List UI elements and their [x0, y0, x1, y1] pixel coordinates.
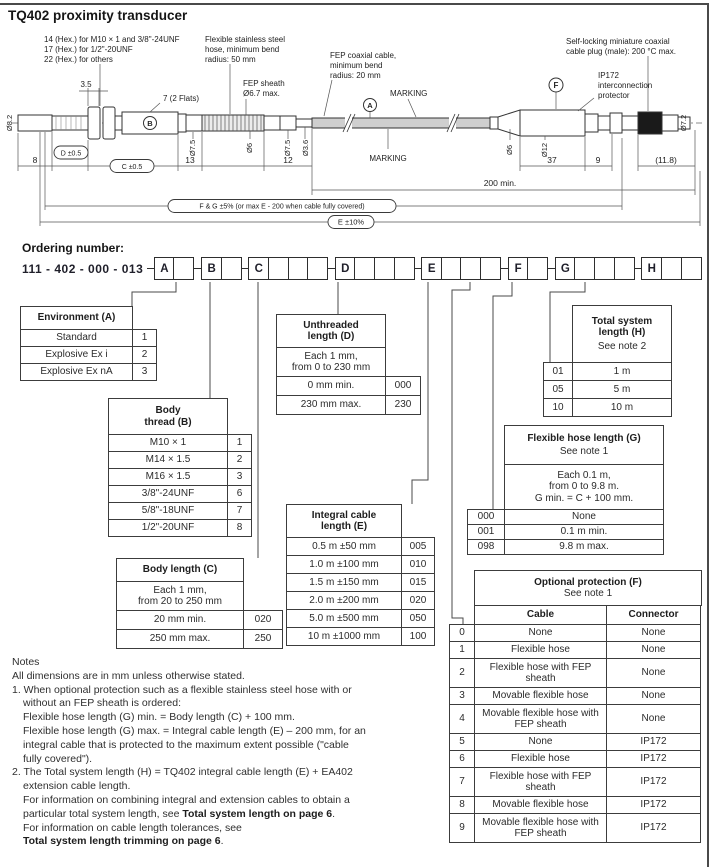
table-row	[467, 509, 664, 525]
code-box	[460, 257, 481, 280]
balloon-F: F	[553, 81, 559, 90]
dia-body: Ø12	[540, 142, 549, 158]
table-row	[108, 468, 252, 486]
cell-code: 05	[543, 380, 573, 399]
cell-code: 000	[467, 509, 505, 525]
dia-collar3: Ø6	[505, 144, 514, 156]
fep-sheath-line2: Ø6.7 max.	[243, 89, 280, 98]
plug-note-line1: Self-locking miniature coaxial	[566, 37, 670, 46]
cell-code: 020	[401, 591, 435, 610]
note-bold-ref: Total system length trimming on page 6	[23, 835, 221, 848]
note-line: Total system length trimming on page 6.	[23, 835, 224, 848]
transducer-drawing	[0, 28, 710, 242]
cell-code: 098	[467, 539, 505, 555]
code-box	[661, 257, 682, 280]
cell-code: 005	[401, 537, 435, 556]
dim-FG: F & G ±5% (or max E - 200 when cable fully covered)	[199, 203, 365, 211]
table-row	[108, 485, 252, 503]
cell-label: 1.0 m ±100 mm	[286, 555, 402, 574]
table-row	[276, 376, 421, 396]
table-header-row	[449, 570, 702, 606]
cell-cable: Flexible hose with FEP sheath	[474, 767, 607, 797]
cell-connector: None	[606, 658, 701, 688]
body-length-table	[116, 558, 283, 649]
balloon-A: A	[367, 101, 373, 110]
cell-connector: IP172	[606, 750, 701, 768]
code-letter-d: D	[335, 257, 356, 280]
code-letter-b: B	[201, 257, 222, 280]
ordering-group-d	[336, 257, 414, 280]
cell-label: 1 m	[572, 362, 672, 381]
table-subheader-row	[467, 464, 664, 510]
cell-connector: None	[606, 704, 701, 734]
table-row	[286, 555, 435, 574]
cell-cable: None	[474, 624, 607, 642]
dim-3-5-lines	[79, 88, 108, 106]
table-row	[108, 519, 252, 537]
cell-label: 20 mm min.	[116, 610, 244, 630]
table-column-header-row	[449, 605, 702, 625]
table-title: Optional protection (F) See note 1	[474, 570, 702, 606]
cell-code: 3	[449, 687, 475, 705]
code-box	[221, 257, 242, 280]
code-letter-a: A	[154, 257, 175, 280]
cell-code: 3	[132, 363, 157, 381]
table-row	[449, 624, 702, 642]
note-line: particular total system length, see Total system length on page 6.	[23, 807, 335, 820]
table-row	[276, 395, 421, 415]
cell-label: M16 × 1.5	[108, 468, 228, 486]
hex-note-line1: 14 (Hex.) for M10 × 1 and 3/8"-24UNF	[44, 35, 180, 44]
column-header-cable: Cable	[474, 605, 607, 625]
table-row	[449, 704, 702, 734]
table-row	[449, 750, 702, 768]
cell-cable: Flexible hose	[474, 641, 607, 659]
spacer	[467, 464, 505, 510]
fep-cable-note-line3: radius: 20 mm	[330, 71, 381, 80]
table-title: Body thread (B)	[108, 398, 228, 435]
table-subheader-row	[276, 347, 421, 377]
spacer	[449, 570, 475, 606]
transducer-body	[18, 107, 690, 139]
table-header-row	[467, 425, 664, 465]
cell-connector: None	[606, 687, 701, 705]
table-header-row	[116, 558, 283, 582]
note-line: extension cable length.	[23, 780, 131, 793]
table-row	[286, 537, 435, 556]
ip172-line1: IP172	[598, 71, 619, 80]
code-letter-h: H	[641, 257, 662, 280]
table-row	[108, 502, 252, 520]
dim-9: 9	[595, 155, 601, 165]
cell-label: 0 mm min.	[276, 376, 386, 396]
balloon-B: B	[147, 119, 153, 128]
cell-label: 1.5 m ±150 mm	[286, 573, 402, 592]
table-row	[20, 363, 157, 381]
cell-label: 10 m	[572, 398, 672, 417]
ip172-line3: protector	[598, 91, 630, 100]
cell-label: 5 m	[572, 380, 672, 399]
table-row	[449, 796, 702, 814]
table-row	[467, 539, 664, 555]
cell-code: 230	[385, 395, 421, 415]
fep-sheath-line1: FEP sheath	[243, 79, 285, 88]
table-row	[449, 641, 702, 659]
code-box	[527, 257, 548, 280]
table-row	[286, 591, 435, 610]
ip172-line2: interconnection	[598, 81, 653, 90]
code-box	[441, 257, 462, 280]
cell-code: 3	[227, 468, 252, 486]
cell-code: 015	[401, 573, 435, 592]
table-subtitle: Each 1 mm, from 0 to 230 mm	[276, 347, 386, 377]
dim-8: 8	[32, 155, 38, 165]
cell-label: 3/8"-24UNF	[108, 485, 228, 503]
table-row	[449, 658, 702, 688]
ordering-group-f	[509, 257, 548, 280]
table-title: Environment (A)	[20, 306, 133, 330]
ordering-group-b	[202, 257, 241, 280]
note-line: without an FEP sheath is ordered:	[23, 697, 181, 710]
code-box	[480, 257, 501, 280]
dia-cable: Ø3.6	[301, 139, 310, 157]
table-row	[108, 434, 252, 452]
flexible-hose-length-table	[467, 425, 664, 555]
code-letter-g: G	[555, 257, 576, 280]
body-thread-table	[108, 398, 252, 537]
optional-protection-table	[449, 570, 702, 843]
cell-code: 2	[227, 451, 252, 469]
table-row	[286, 627, 435, 646]
fep-cable-note-line1: FEP coaxial cable,	[330, 51, 397, 60]
table-row	[116, 629, 283, 649]
cell-label: Explosive Ex nA	[20, 363, 133, 381]
table-row	[108, 451, 252, 469]
cell-cable: Flexible hose	[474, 750, 607, 768]
marking-label-top: MARKING	[390, 89, 428, 98]
cell-label: 0.1 m min.	[504, 524, 664, 540]
cell-code: 010	[401, 555, 435, 574]
dia-collar1: Ø7.5	[188, 139, 197, 157]
dim-E: E ±10%	[337, 217, 365, 227]
dim-3-5: 3.5	[80, 80, 92, 89]
cell-label: 0.5 m ±50 mm	[286, 537, 402, 556]
ordering-group-e	[423, 257, 501, 280]
ordering-group-a	[155, 257, 194, 280]
code-letter-e: E	[421, 257, 442, 280]
cell-label: None	[504, 509, 664, 525]
ordering-group-c	[250, 257, 328, 280]
table-row	[449, 687, 702, 705]
code-box	[394, 257, 415, 280]
cell-label: 10 m ±1000 mm	[286, 627, 402, 646]
cell-code: 9	[449, 813, 475, 843]
note-line: Flexible hose length (G) min. = Body length (C) + 100 mm.	[23, 711, 295, 724]
table-subtitle: Each 1 mm, from 20 to 250 mm	[116, 581, 244, 611]
code-letter-f: F	[508, 257, 529, 280]
code-box	[594, 257, 615, 280]
table-title: Total system length (H) See note 2	[572, 305, 672, 363]
code-box	[681, 257, 702, 280]
cell-cable: Movable flexible hose	[474, 687, 607, 705]
table-row	[449, 813, 702, 843]
code-letter-c: C	[248, 257, 269, 280]
spacer	[543, 305, 573, 363]
cell-label: 250 mm max.	[116, 629, 244, 649]
cell-label: M10 × 1	[108, 434, 228, 452]
note-line: integral cable that is protected to the maximum extent possible ("cable	[23, 738, 349, 751]
cell-code: 1	[132, 329, 157, 347]
cell-code: 5	[449, 733, 475, 751]
table-row	[543, 380, 672, 399]
cell-code: 000	[385, 376, 421, 396]
hose-note-line3: radius: 50 mm	[205, 55, 256, 64]
column-header-connector: Connector	[606, 605, 701, 625]
dim-200-min: 200 min.	[483, 178, 517, 188]
note-line: All dimensions are in mm unless otherwise stated.	[12, 669, 245, 682]
cell-connector: IP172	[606, 813, 701, 843]
cell-label: 230 mm max.	[276, 395, 386, 415]
cell-label: 9.8 m max.	[504, 539, 664, 555]
ordering-heading: Ordering number:	[22, 241, 125, 255]
table-title: Unthreaded length (D)	[276, 314, 386, 348]
table-header-row	[276, 314, 421, 348]
code-box	[374, 257, 395, 280]
cell-code: 8	[227, 519, 252, 537]
cell-code: 10	[543, 398, 573, 417]
dia-collar2: Ø7.5	[283, 139, 292, 157]
table-row	[543, 362, 672, 381]
hex-note-line2: 17 (Hex.) for 1/2"-20UNF	[44, 45, 133, 54]
cell-code: 6	[227, 485, 252, 503]
cell-code: 4	[449, 704, 475, 734]
cell-code: 01	[543, 362, 573, 381]
cell-cable: Flexible hose with FEP sheath	[474, 658, 607, 688]
table-subtitle: Each 0.1 m, from 0 to 9.8 m. G min. = C + 100 mm.	[504, 464, 664, 510]
cell-cable: Movable flexible hose	[474, 796, 607, 814]
dia-tip: Ø8.2	[5, 114, 14, 132]
cell-code: 1	[227, 434, 252, 452]
table-row	[286, 573, 435, 592]
code-box	[614, 257, 635, 280]
callout-labels	[44, 35, 676, 163]
dim-D: D ±0.5	[60, 150, 82, 158]
code-box	[574, 257, 595, 280]
dia-plug: Ø7.2	[679, 114, 688, 132]
plug-note-line2: cable plug (male): 200 °C max.	[566, 47, 676, 56]
cell-label: Standard	[20, 329, 133, 347]
notes-title: Notes	[12, 656, 40, 668]
note-line: fully covered").	[23, 752, 93, 765]
cell-cable: None	[474, 733, 607, 751]
flats-label: 7 (2 Flats)	[163, 94, 200, 103]
dim-11-8: (11.8)	[655, 155, 677, 165]
total-system-length-table	[543, 305, 672, 417]
table-title: Integral cable length (E)	[286, 504, 402, 538]
cell-connector: IP172	[606, 767, 701, 797]
code-box	[173, 257, 194, 280]
environment-table	[20, 306, 157, 381]
note-line: 2. The Total system length (H) = TQ402 integral cable length (E) + EA402	[12, 766, 353, 779]
ordering-prefix: 111 - 402 - 000 - 013	[22, 261, 144, 276]
spacer	[467, 425, 505, 465]
note-line: For information on cable length tolerances, see	[23, 821, 242, 834]
cell-code: 6	[449, 750, 475, 768]
dimension-values	[33, 146, 684, 229]
table-row	[116, 610, 283, 630]
cell-label: Explosive Ex i	[20, 346, 133, 364]
table-header-row	[286, 504, 435, 538]
cell-code: 7	[227, 502, 252, 520]
code-box	[307, 257, 328, 280]
page-title: TQ402 proximity transducer	[8, 8, 188, 23]
cell-code: 8	[449, 796, 475, 814]
cell-label: 5/8"-18UNF	[108, 502, 228, 520]
code-box	[268, 257, 289, 280]
note-line: Flexible hose length (G) max. = Integral cable length (E) – 200 mm, for an	[23, 724, 366, 737]
cell-cable: Movable flexible hose with FEP sheath	[474, 704, 607, 734]
cell-code: 1	[449, 641, 475, 659]
table-row	[543, 398, 672, 417]
note-line: 1. When optional protection such as a flexible stainless steel hose with or	[12, 683, 352, 696]
table-title: Flexible hose length (G) See note 1	[504, 425, 664, 465]
hose-note-line1: Flexible stainless steel	[205, 35, 286, 44]
cell-label: M14 × 1.5	[108, 451, 228, 469]
cell-code: 250	[243, 629, 283, 649]
cell-connector: None	[606, 641, 701, 659]
integral-cable-table	[286, 504, 435, 646]
cell-code: 2	[132, 346, 157, 364]
unthreaded-length-table	[276, 314, 421, 415]
fep-cable-note-line2: minimum bend	[330, 61, 383, 70]
marking-label-bottom: MARKING	[369, 154, 407, 163]
dim-13: 13	[185, 155, 195, 165]
cell-connector: IP172	[606, 733, 701, 751]
table-row	[449, 733, 702, 751]
dim-C: C ±0.5	[121, 164, 143, 171]
note-bold-ref: Total system length on page 6	[182, 807, 333, 820]
note-line: For information on combining integral and extension cables to obtain a	[23, 793, 350, 806]
notes-section	[12, 656, 448, 849]
cell-code: 100	[401, 627, 435, 646]
code-box	[288, 257, 309, 280]
cell-code: 2	[449, 658, 475, 688]
table-title: Body length (C)	[116, 558, 244, 582]
table-subheader-row	[116, 581, 283, 611]
cell-connector: None	[606, 624, 701, 642]
cell-label: 2.0 m ±200 mm	[286, 591, 402, 610]
cell-code: 0	[449, 624, 475, 642]
table-row	[20, 346, 157, 364]
cell-code: 7	[449, 767, 475, 797]
cell-code: 001	[467, 524, 505, 540]
dim-12: 12	[283, 155, 293, 165]
cell-code: 050	[401, 609, 435, 628]
cell-code: 020	[243, 610, 283, 630]
table-row	[449, 767, 702, 797]
dim-37: 37	[547, 155, 557, 165]
table-row	[20, 329, 157, 347]
cell-label: 1/2"-20UNF	[108, 519, 228, 537]
ordering-group-h	[643, 257, 702, 280]
dia-hose: Ø6	[245, 142, 254, 154]
table-header-row	[20, 306, 157, 330]
hex-note-line3: 22 (Hex.) for others	[44, 55, 113, 64]
spacer	[449, 605, 475, 625]
hose-note-line2: hose, minimum bend	[205, 45, 280, 54]
cell-label: 5.0 m ±500 mm	[286, 609, 402, 628]
table-row	[467, 524, 664, 540]
ordering-group-g	[556, 257, 634, 280]
table-header-row	[543, 305, 672, 363]
table-header-row	[108, 398, 252, 435]
ordering-number-row	[22, 257, 702, 280]
cell-cable: Movable flexible hose with FEP sheath	[474, 813, 607, 843]
code-box	[354, 257, 375, 280]
cell-connector: IP172	[606, 796, 701, 814]
table-row	[286, 609, 435, 628]
